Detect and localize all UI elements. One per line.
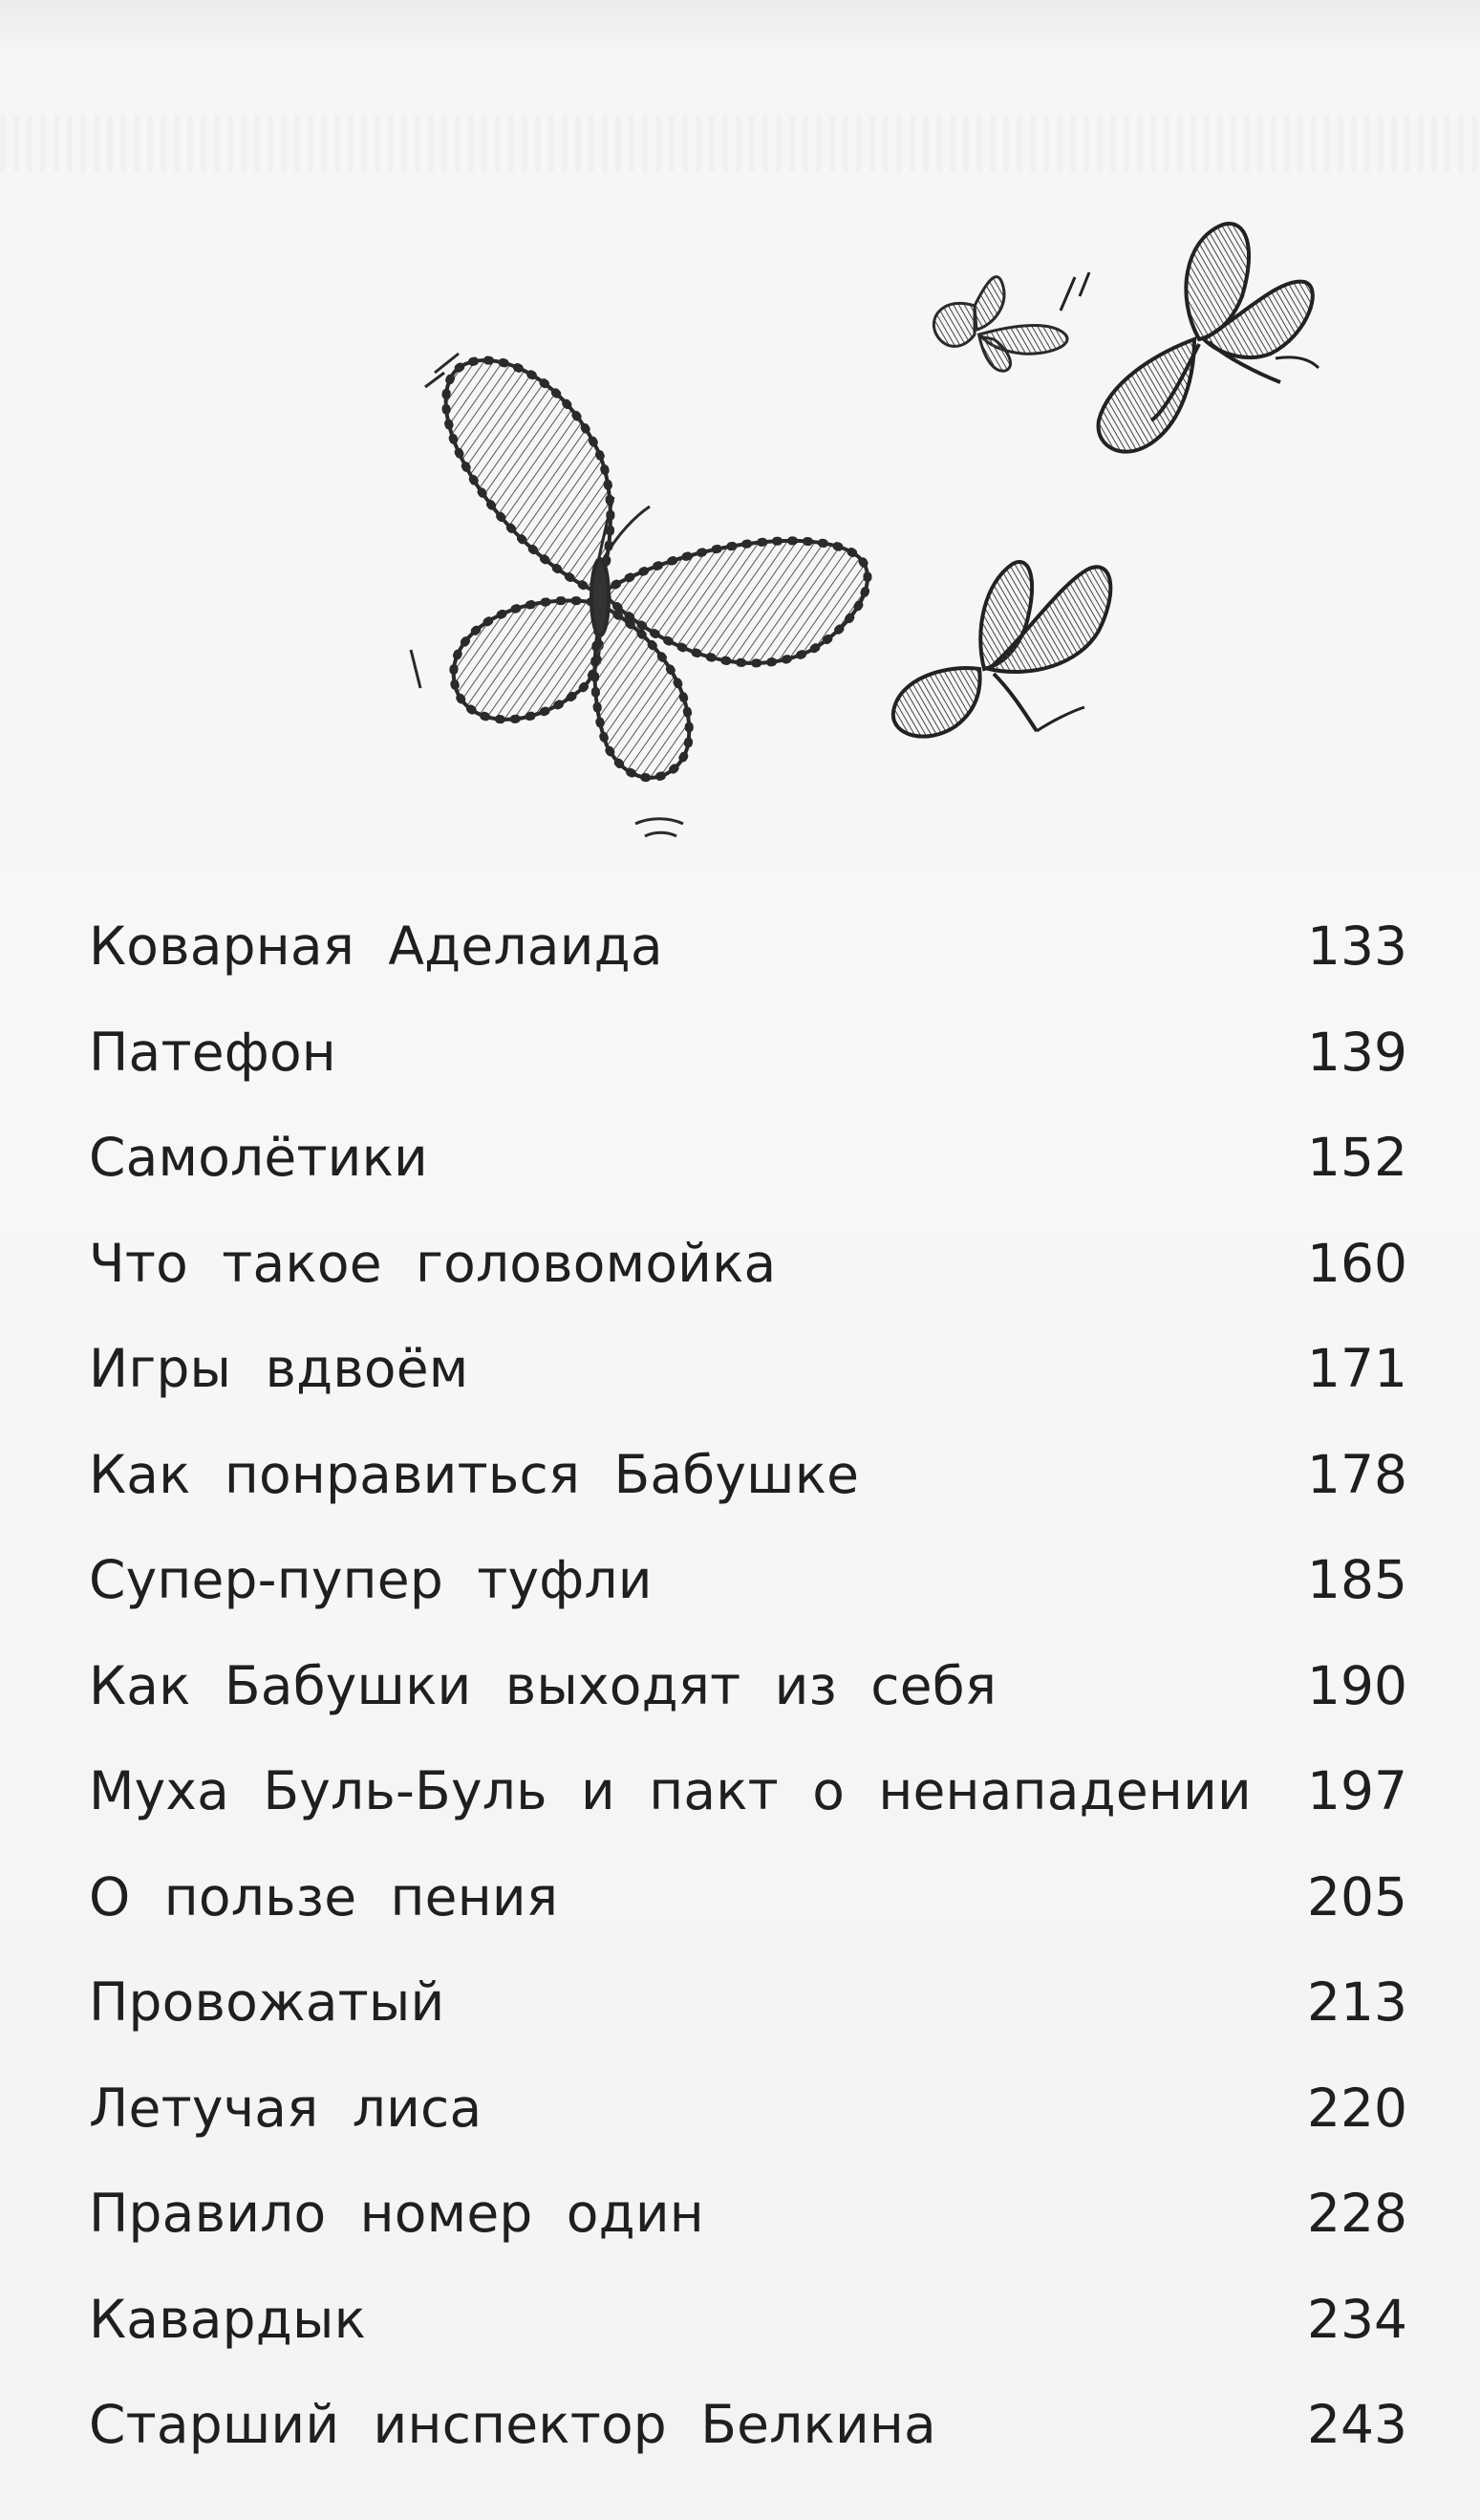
toc-entry-title: Муха Буль-Буль и пакт о ненападении [89,1760,1252,1821]
toc-entry-title: Игры вдвоём [89,1338,469,1399]
toc-entry[interactable] [89,1000,1407,1106]
toc-entry-title: Самолётики [89,1127,428,1188]
toc-entry[interactable] [89,2267,1407,2373]
toc-entry-page: 139 [1307,1021,1407,1083]
toc-entry-page: 197 [1307,1760,1407,1821]
butterflies-illustration [363,134,1414,860]
toc-entry-page: 152 [1307,1127,1407,1188]
toc-entry-page: 178 [1307,1443,1407,1505]
toc-entry-page: 190 [1307,1654,1407,1716]
toc-entry-page: 205 [1307,1865,1407,1928]
toc-entry-title: Супер-пупер туфли [89,1549,653,1610]
toc-entry-title: Провожатый [89,1971,445,2033]
toc-entry[interactable] [89,1211,1407,1317]
toc-entry-page: 171 [1307,1338,1407,1399]
toc-entry-title: Как понравиться Бабушке [89,1443,860,1505]
large-butterfly-icon [411,354,868,836]
toc-entry-page: 185 [1307,1549,1407,1610]
toc-entry[interactable] [89,1527,1407,1633]
table-of-contents [89,894,1407,2478]
toc-entry[interactable] [89,1949,1407,2056]
toc-entry[interactable] [89,894,1407,1000]
toc-entry-page: 220 [1307,2077,1407,2139]
toc-entry-title: Кавардык [89,2288,367,2350]
toc-entry-title: Коварная Аделаида [89,915,663,977]
toc-entry-title: Патефон [89,1021,336,1083]
toc-entry[interactable] [89,2372,1407,2478]
toc-entry[interactable] [89,1738,1407,1844]
toc-entry[interactable] [89,1844,1407,1950]
top-right-butterfly-icon [1061,224,1319,452]
small-butterfly-icon [933,277,1067,372]
toc-entry[interactable] [89,2056,1407,2162]
toc-entry[interactable] [89,1422,1407,1528]
toc-entry[interactable] [89,1316,1407,1422]
toc-entry-title: Старший инспектор Белкина [89,2394,936,2455]
toc-entry-title: Что такое головомойка [89,1232,777,1294]
toc-entry-page: 133 [1307,915,1407,977]
toc-entry[interactable] [89,1633,1407,1739]
toc-entry-page: 213 [1307,1971,1407,2033]
toc-entry-page: 243 [1307,2394,1407,2455]
toc-entry[interactable] [89,2161,1407,2267]
toc-entry-page: 228 [1307,2183,1407,2244]
toc-entry[interactable] [89,1105,1407,1211]
toc-entry-page: 160 [1307,1232,1407,1294]
toc-entry-title: О пользе пения [89,1865,559,1928]
toc-entry-title: Летучая лиса [89,2077,483,2139]
toc-entry-title: Правило номер один [89,2183,704,2244]
toc-entry-title: Как Бабушки выходят из себя [89,1654,997,1716]
middle-right-butterfly-icon [893,562,1111,737]
toc-entry-page: 234 [1307,2288,1407,2350]
